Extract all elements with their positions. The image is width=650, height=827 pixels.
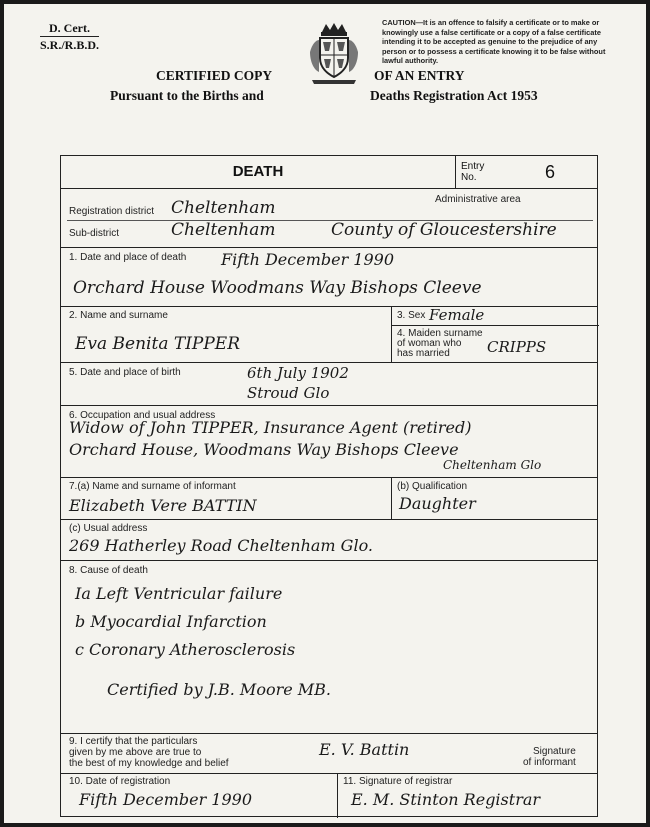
entry-number-label: Entry No.: [461, 161, 485, 183]
maiden-surname-value: CRIPPS: [487, 338, 547, 356]
date-of-death-value: Fifth December 1990: [221, 250, 395, 269]
signature-of-registrar-label: 11. Signature of registrar: [343, 776, 453, 787]
sub-district-label: Sub-district: [69, 228, 120, 239]
entry-number: 6: [545, 162, 556, 182]
sex-label: 3. Sex: [397, 310, 426, 321]
administrative-area-label: Administrative area: [435, 194, 521, 205]
name-surname-value: Eva Benita TIPPER: [75, 334, 241, 354]
cert-code: D. Cert.: [40, 20, 99, 37]
royal-crest-icon: [306, 22, 362, 86]
informant-name-label: 7.(a) Name and surname of informant: [69, 481, 236, 492]
caution-notice: CAUTION—It is an offence to falsify a certificate or to make or knowingly use a false certificate or a copy of a false certificate intending it to be accepted as genuine to the prejudice of any person or to possess a certificate knowing it to be false without lawful authority.: [382, 18, 606, 66]
cause-of-death-b: b Myocardial Infarction: [75, 612, 267, 631]
title-pursuant: Pursuant to the Births and: [110, 88, 264, 103]
date-of-registration-label: 10. Date of registration: [69, 776, 171, 787]
title-certified-copy: CERTIFIED COPY: [156, 68, 273, 83]
registrar-signature: E. M. Stinton Registrar: [351, 790, 541, 809]
certified-by: Certified by J.B. Moore MB.: [107, 680, 332, 699]
administrative-area-value: County of Gloucestershire: [331, 220, 557, 240]
qualification-value: Daughter: [399, 494, 476, 513]
death-entry-form: [60, 155, 598, 817]
signature-of-informant-label: Signature of informant: [523, 746, 576, 768]
cause-of-death-c: c Coronary Atherosclerosis: [75, 640, 296, 659]
occupation-value: Widow of John TIPPER, Insurance Agent (retired): [69, 418, 472, 437]
maiden-surname-label: 4. Maiden surname of woman who has married: [397, 328, 483, 359]
date-of-registration-value: Fifth December 1990: [79, 790, 253, 809]
title-of-an-entry: OF AN ENTRY: [374, 68, 465, 83]
certificate-page: [4, 4, 646, 823]
form-title: DEATH: [232, 163, 284, 180]
name-surname-label: 2. Name and surname: [69, 310, 168, 321]
qualification-label: (b) Qualification: [397, 481, 468, 492]
informant-signature: E. V. Battin: [319, 740, 410, 759]
usual-address-town-value: Cheltenham Glo: [443, 458, 542, 472]
sub-district-value: Cheltenham: [171, 220, 276, 240]
cause-of-death-a: Ia Left Ventricular failure: [75, 584, 283, 603]
place-of-birth-value: Stroud Glo: [247, 384, 330, 402]
occupation-address-label: 6. Occupation and usual address: [69, 410, 216, 421]
cause-of-death-label: 8. Cause of death: [69, 565, 148, 576]
cert-code-block: [40, 20, 99, 53]
date-place-of-birth-label: 5. Date and place of birth: [69, 367, 181, 378]
informant-name-value: Elizabeth Vere BATTIN: [69, 496, 257, 515]
registration-district-value: Cheltenham: [171, 198, 276, 218]
certification-label: 9. I certify that the particulars given by me above are true to the best of my knowledge and belief: [69, 736, 229, 769]
date-place-of-death-label: 1. Date and place of death: [69, 252, 187, 263]
sex-value: Female: [429, 306, 485, 324]
title-act: Deaths Registration Act 1953: [370, 88, 538, 103]
office-code: S.R./R.B.D.: [40, 38, 100, 52]
informant-address-label: (c) Usual address: [69, 523, 148, 534]
registration-district-label: Registration district: [69, 206, 155, 217]
informant-address-value: 269 Hatherley Road Cheltenham Glo.: [69, 536, 373, 555]
usual-address-value: Orchard House, Woodmans Way Bishops Cleeve: [69, 440, 459, 459]
date-of-birth-value: 6th July 1902: [247, 364, 349, 382]
place-of-death-value: Orchard House Woodmans Way Bishops Cleeve: [73, 278, 482, 298]
